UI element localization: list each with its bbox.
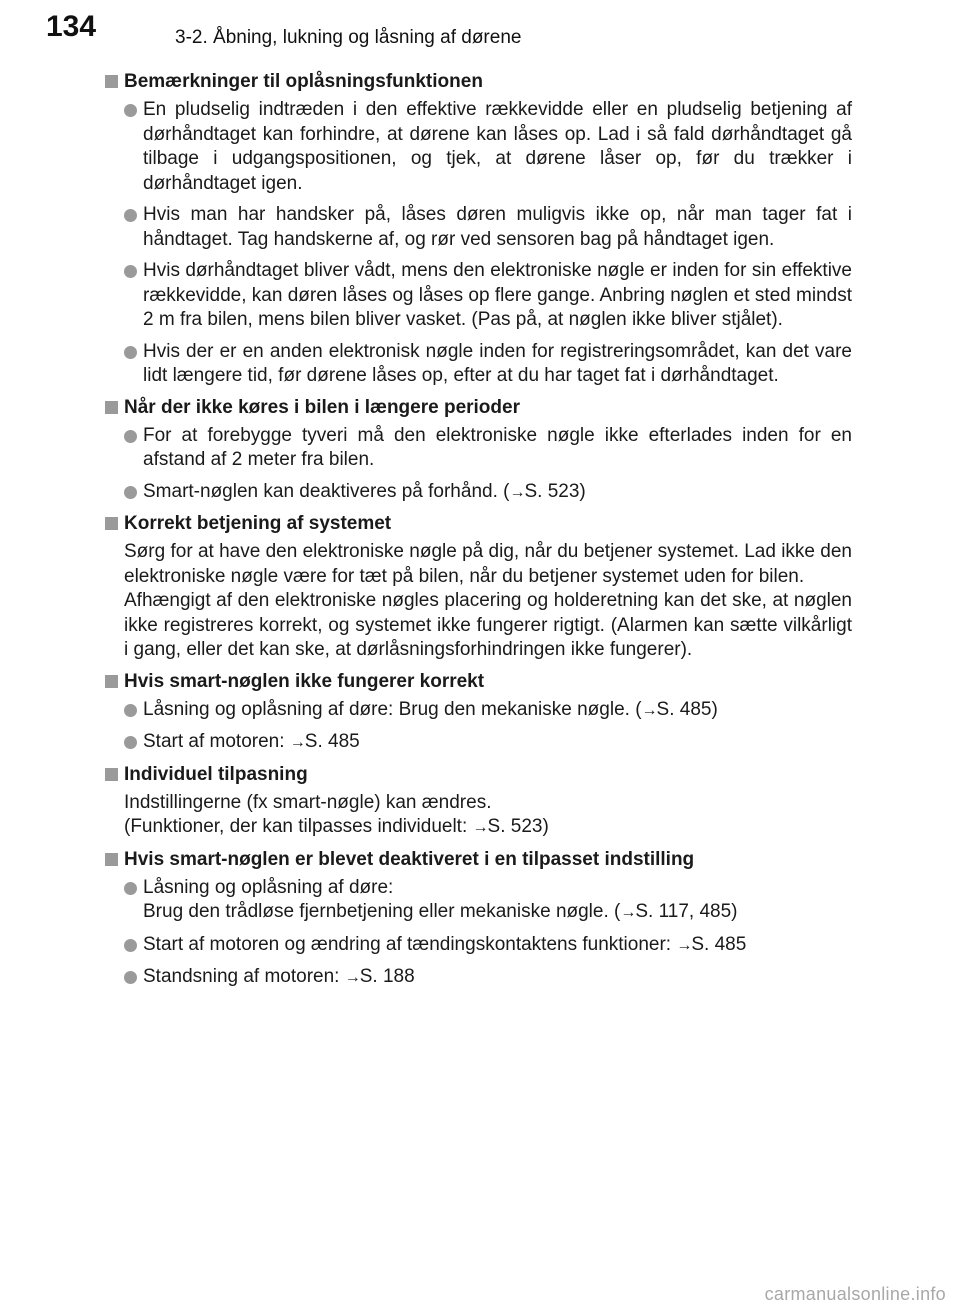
list-item	[105, 730, 852, 756]
list-item	[105, 698, 852, 724]
circle-bullet-icon	[124, 104, 137, 117]
list-item	[105, 259, 852, 333]
list-item	[105, 876, 852, 926]
item-text: Standsning af motoren:	[143, 966, 345, 987]
heading-text: Bemærkninger til oplåsningsfunktionen	[124, 71, 483, 92]
list-item	[105, 98, 852, 196]
arrow-icon: →	[289, 734, 305, 751]
manual-content	[105, 70, 852, 998]
paragraph-text: Indstillingerne (fx smart-nøgle) kan ændres.	[124, 791, 492, 813]
arrow-icon: →	[641, 701, 657, 719]
item-text: Start af motoren:	[143, 731, 290, 752]
circle-bullet-icon	[124, 346, 137, 359]
item-text: Låsning og oplåsning af døre:	[143, 876, 394, 898]
page-reference-link[interactable]: S. 485	[304, 731, 360, 752]
arrow-icon: →	[344, 969, 360, 986]
heading-text: Korrekt betjening af systemet	[124, 513, 392, 534]
page-number: 134	[46, 10, 97, 43]
section-heading	[105, 763, 852, 787]
section-heading	[105, 670, 852, 694]
list-item	[105, 965, 852, 991]
page-reference-link[interactable]: S. 523)	[487, 816, 549, 837]
square-bullet-icon	[105, 768, 118, 781]
arrow-icon: →	[620, 904, 636, 921]
list-item	[105, 340, 852, 389]
paragraph-text: Sørg for at have den elektroniske nøgle på dig, når du betjener systemet. Lad ikke den elektroniske nøgle være for tæt på bilen, når du betjener systemet uden for bilen.	[124, 541, 852, 587]
arrow-icon: →	[509, 483, 525, 501]
circle-bullet-icon	[124, 704, 137, 717]
section-heading	[105, 848, 852, 872]
page-reference-link[interactable]: S. 188	[359, 966, 415, 987]
page-reference-link[interactable]: S. 485)	[656, 698, 718, 720]
circle-bullet-icon	[124, 486, 137, 499]
section-heading	[105, 512, 852, 536]
page-reference-link[interactable]: S. 523)	[524, 480, 586, 502]
item-text: Hvis der er en anden elektronisk nøgle inden for registreringsområdet, kan det vare lidt længere tid, før dørene låses op, efter at du har taget fat i dørhåndtaget.	[143, 340, 852, 386]
list-item	[105, 480, 852, 506]
item-text: For at forebygge tyveri må den elektroniske nøgle ikke efterlades inden for en afstand af 2 meter fra bilen.	[143, 424, 852, 470]
item-text: En pludselig indtræden i den effektive rækkevidde eller en pludselig betjening af dørhåndtaget kan forhindre, at dørene kan låses op. Lad i så fald dørhåndtaget gå tilbage i udgangspositionen, og tjek, at dørene låser op, før du trækker i dørhåndtaget igen.	[143, 99, 852, 194]
item-text: Hvis dørhåndtaget bliver vådt, mens den elektroniske nøgle er inden for sin effektive rækkevidde, kan døren låses og låses op flere gange. Anbring nøglen et sted mindst 2 m fra bilen, mens bilen bliver vasket. (Pas på, at nøglen ikke bliver stjålet).	[143, 260, 852, 330]
square-bullet-icon	[105, 75, 118, 88]
page-reference-link[interactable]: S. 117, 485)	[635, 901, 738, 922]
square-bullet-icon	[105, 401, 118, 414]
item-text: Smart-nøglen kan deaktiveres på forhånd. (	[143, 480, 510, 502]
arrow-icon: →	[676, 936, 692, 954]
arrow-icon: →	[472, 819, 488, 836]
list-item	[105, 203, 852, 252]
circle-bullet-icon	[124, 939, 137, 952]
paragraph	[105, 791, 852, 841]
paragraph-text: (Funktioner, der kan tilpasses individuelt:	[124, 816, 473, 837]
list-item	[105, 933, 852, 959]
section-title: 3-2. Åbning, lukning og låsning af dørene	[175, 27, 522, 48]
page-reference-link[interactable]: S. 485	[691, 933, 747, 955]
square-bullet-icon	[105, 675, 118, 688]
circle-bullet-icon	[124, 209, 137, 222]
square-bullet-icon	[105, 853, 118, 866]
item-text: Låsning og oplåsning af døre: Brug den mekaniske nøgle. (	[143, 698, 642, 720]
list-item	[105, 424, 852, 473]
item-text: Brug den trådløse fjernbetjening eller mekaniske nøgle. (	[143, 901, 621, 922]
section-heading	[105, 396, 852, 420]
circle-bullet-icon	[124, 736, 137, 749]
heading-text: Når der ikke køres i bilen i længere perioder	[124, 396, 520, 418]
paragraph	[105, 540, 852, 663]
heading-text: Hvis smart-nøglen er blevet deaktiveret i en tilpasset indstilling	[124, 848, 695, 870]
item-text: Start af motoren og ændring af tændingskontaktens funktioner:	[143, 933, 677, 955]
heading-text: Individuel tilpasning	[124, 763, 308, 785]
circle-bullet-icon	[124, 265, 137, 278]
circle-bullet-icon	[124, 882, 137, 895]
square-bullet-icon	[105, 517, 118, 530]
section-heading	[105, 70, 852, 94]
item-text: Hvis man har handsker på, låses døren muligvis ikke op, når man tager fat i håndtaget. Tag handskerne af, og rør ved sensoren bag på håndtaget igen.	[143, 204, 852, 250]
circle-bullet-icon	[124, 971, 137, 984]
circle-bullet-icon	[124, 430, 137, 443]
heading-text: Hvis smart-nøglen ikke fungerer korrekt	[124, 670, 485, 692]
watermark: carmanualsonline.info	[764, 1284, 946, 1304]
paragraph-text: Afhængigt af den elektroniske nøgles placering og holderetning kan det ske, at nøglen ikke registreres korrekt, og systemet ikke fungerer rigtigt. (Alarmen kan sætte vilkårligt i gang, eller det kan ske, at dørlåsningsforhindringen ikke fungerer).	[124, 590, 852, 660]
